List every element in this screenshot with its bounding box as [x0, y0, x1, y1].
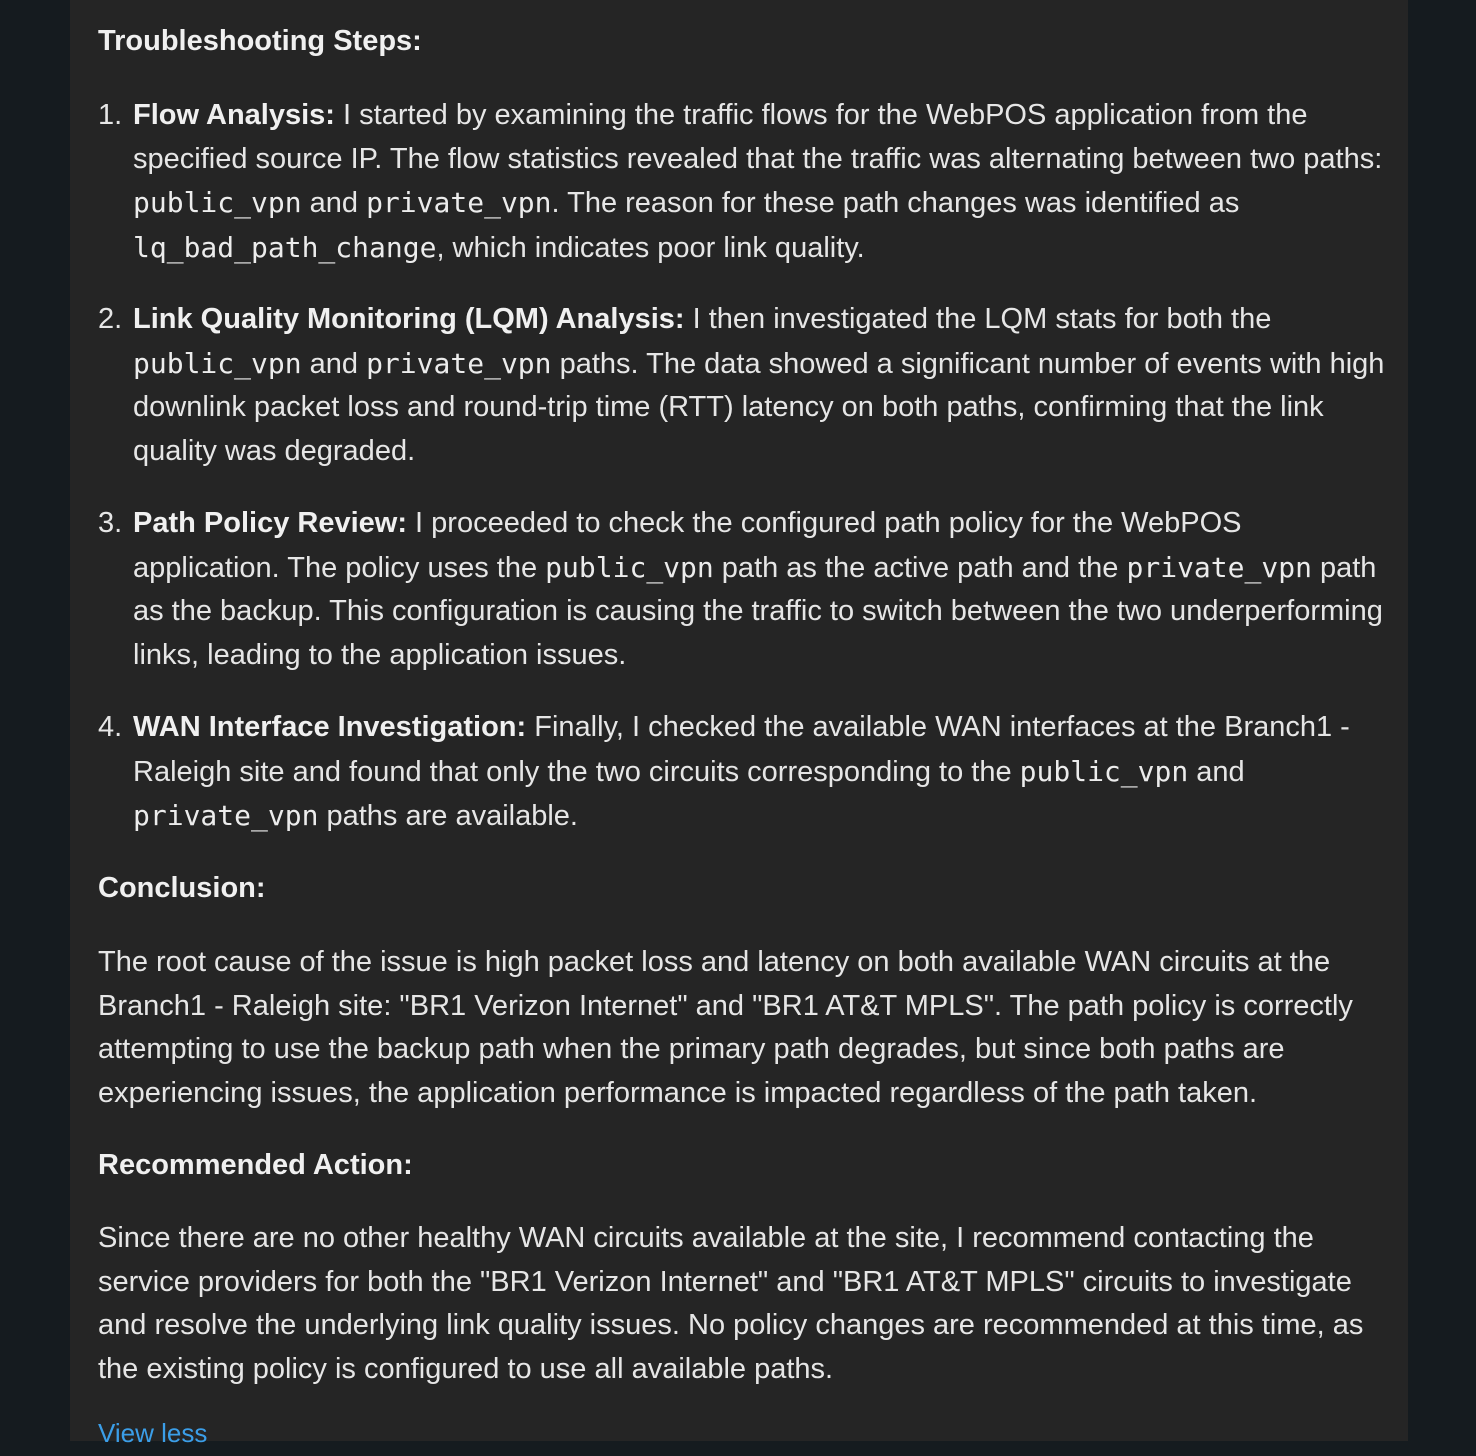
- list-item-number: 2.: [98, 303, 123, 335]
- list-item: [98, 94, 1388, 270]
- step-title: Flow Analysis:: [133, 99, 335, 131]
- list-item-body: [133, 706, 1388, 839]
- list-item: [98, 706, 1388, 839]
- message-panel: [70, 0, 1408, 1448]
- inline-code: public_vpn: [133, 186, 302, 219]
- list-item-body: [133, 298, 1388, 473]
- step-text: I started by examining the traffic flows for the WebPOS application from the specified source IP. The flow statistics revealed that the traffic was alternating between two paths:: [133, 99, 1383, 175]
- list-item-body: [133, 502, 1388, 677]
- inline-code: private_vpn: [1126, 550, 1312, 584]
- list-item-number: 1.: [98, 99, 123, 131]
- step-text: path as the active path and the: [713, 551, 1127, 584]
- conclusion-heading: Conclusion:: [98, 872, 266, 904]
- recommended-action-heading: Recommended Action:: [98, 1149, 413, 1181]
- view-less-link[interactable]: View less: [98, 1418, 208, 1448]
- conclusion-paragraph: The root cause of the issue is high packet loss and latency on both available WAN circuits at the Branch1 - Raleigh site: "BR1 Verizon Internet" and "BR1 AT&T MPLS". The path policy is correctly attempting to use the backup path when the primary path degrades, but since both paths are experiencing issues, the application performance is impacted regardless of the path taken.: [98, 946, 1353, 1109]
- inline-code: public_vpn: [1019, 754, 1189, 788]
- step-text: . The reason for these path changes was identified as: [551, 187, 1240, 219]
- list-item-number: 3.: [98, 507, 123, 539]
- inline-code: private_vpn: [133, 799, 319, 832]
- list-item-body: [133, 94, 1388, 270]
- step-text: path as the backup. This configuration is causing the traffic to switch between the two underperforming links, leading to the application issues.: [133, 551, 1383, 671]
- list-item: [98, 502, 1388, 677]
- list-item-number: 4.: [98, 711, 123, 743]
- step-text: I proceeded to check the configured path policy for the WebPOS application. The policy uses the: [133, 507, 1242, 584]
- step-text: paths. The data showed a significant number of events with high downlink packet loss and round-trip time (RTT) latency on both paths, confirming that the link quality was degraded.: [133, 347, 1385, 467]
- step-text: I then investigated the LQM stats for both the: [684, 303, 1272, 335]
- step-text: and: [301, 347, 367, 380]
- inline-code: public_vpn: [133, 346, 302, 380]
- step-title: WAN Interface Investigation:: [133, 711, 527, 743]
- step-text: and: [1188, 755, 1245, 788]
- step-title: Path Policy Review:: [133, 507, 407, 539]
- inline-code: private_vpn: [366, 186, 552, 219]
- step-text: Finally, I checked the available WAN interfaces at the Branch1 - Raleigh site and found that only the two circuits corresponding to the: [133, 711, 1350, 788]
- inline-code: public_vpn: [545, 550, 714, 584]
- recommended-action-paragraph: Since there are no other healthy WAN circuits available at the site, I recommend contacting the service providers for both the "BR1 Verizon Internet" and "BR1 AT&T MPLS" circuits to investigate and resolve the underlying link quality issues. No policy changes are recommended at this time, as the existing policy is configured to use all available paths.: [98, 1222, 1364, 1385]
- troubleshooting-heading: Troubleshooting Steps:: [98, 25, 422, 57]
- step-text: paths are available.: [318, 800, 578, 832]
- step-text: and: [301, 187, 367, 219]
- inline-code: private_vpn: [366, 346, 552, 380]
- step-text: , which indicates poor link quality.: [436, 231, 865, 264]
- inline-code: lq_bad_path_change: [133, 230, 437, 264]
- step-title: Link Quality Monitoring (LQM) Analysis:: [133, 303, 685, 335]
- list-item: [98, 298, 1388, 473]
